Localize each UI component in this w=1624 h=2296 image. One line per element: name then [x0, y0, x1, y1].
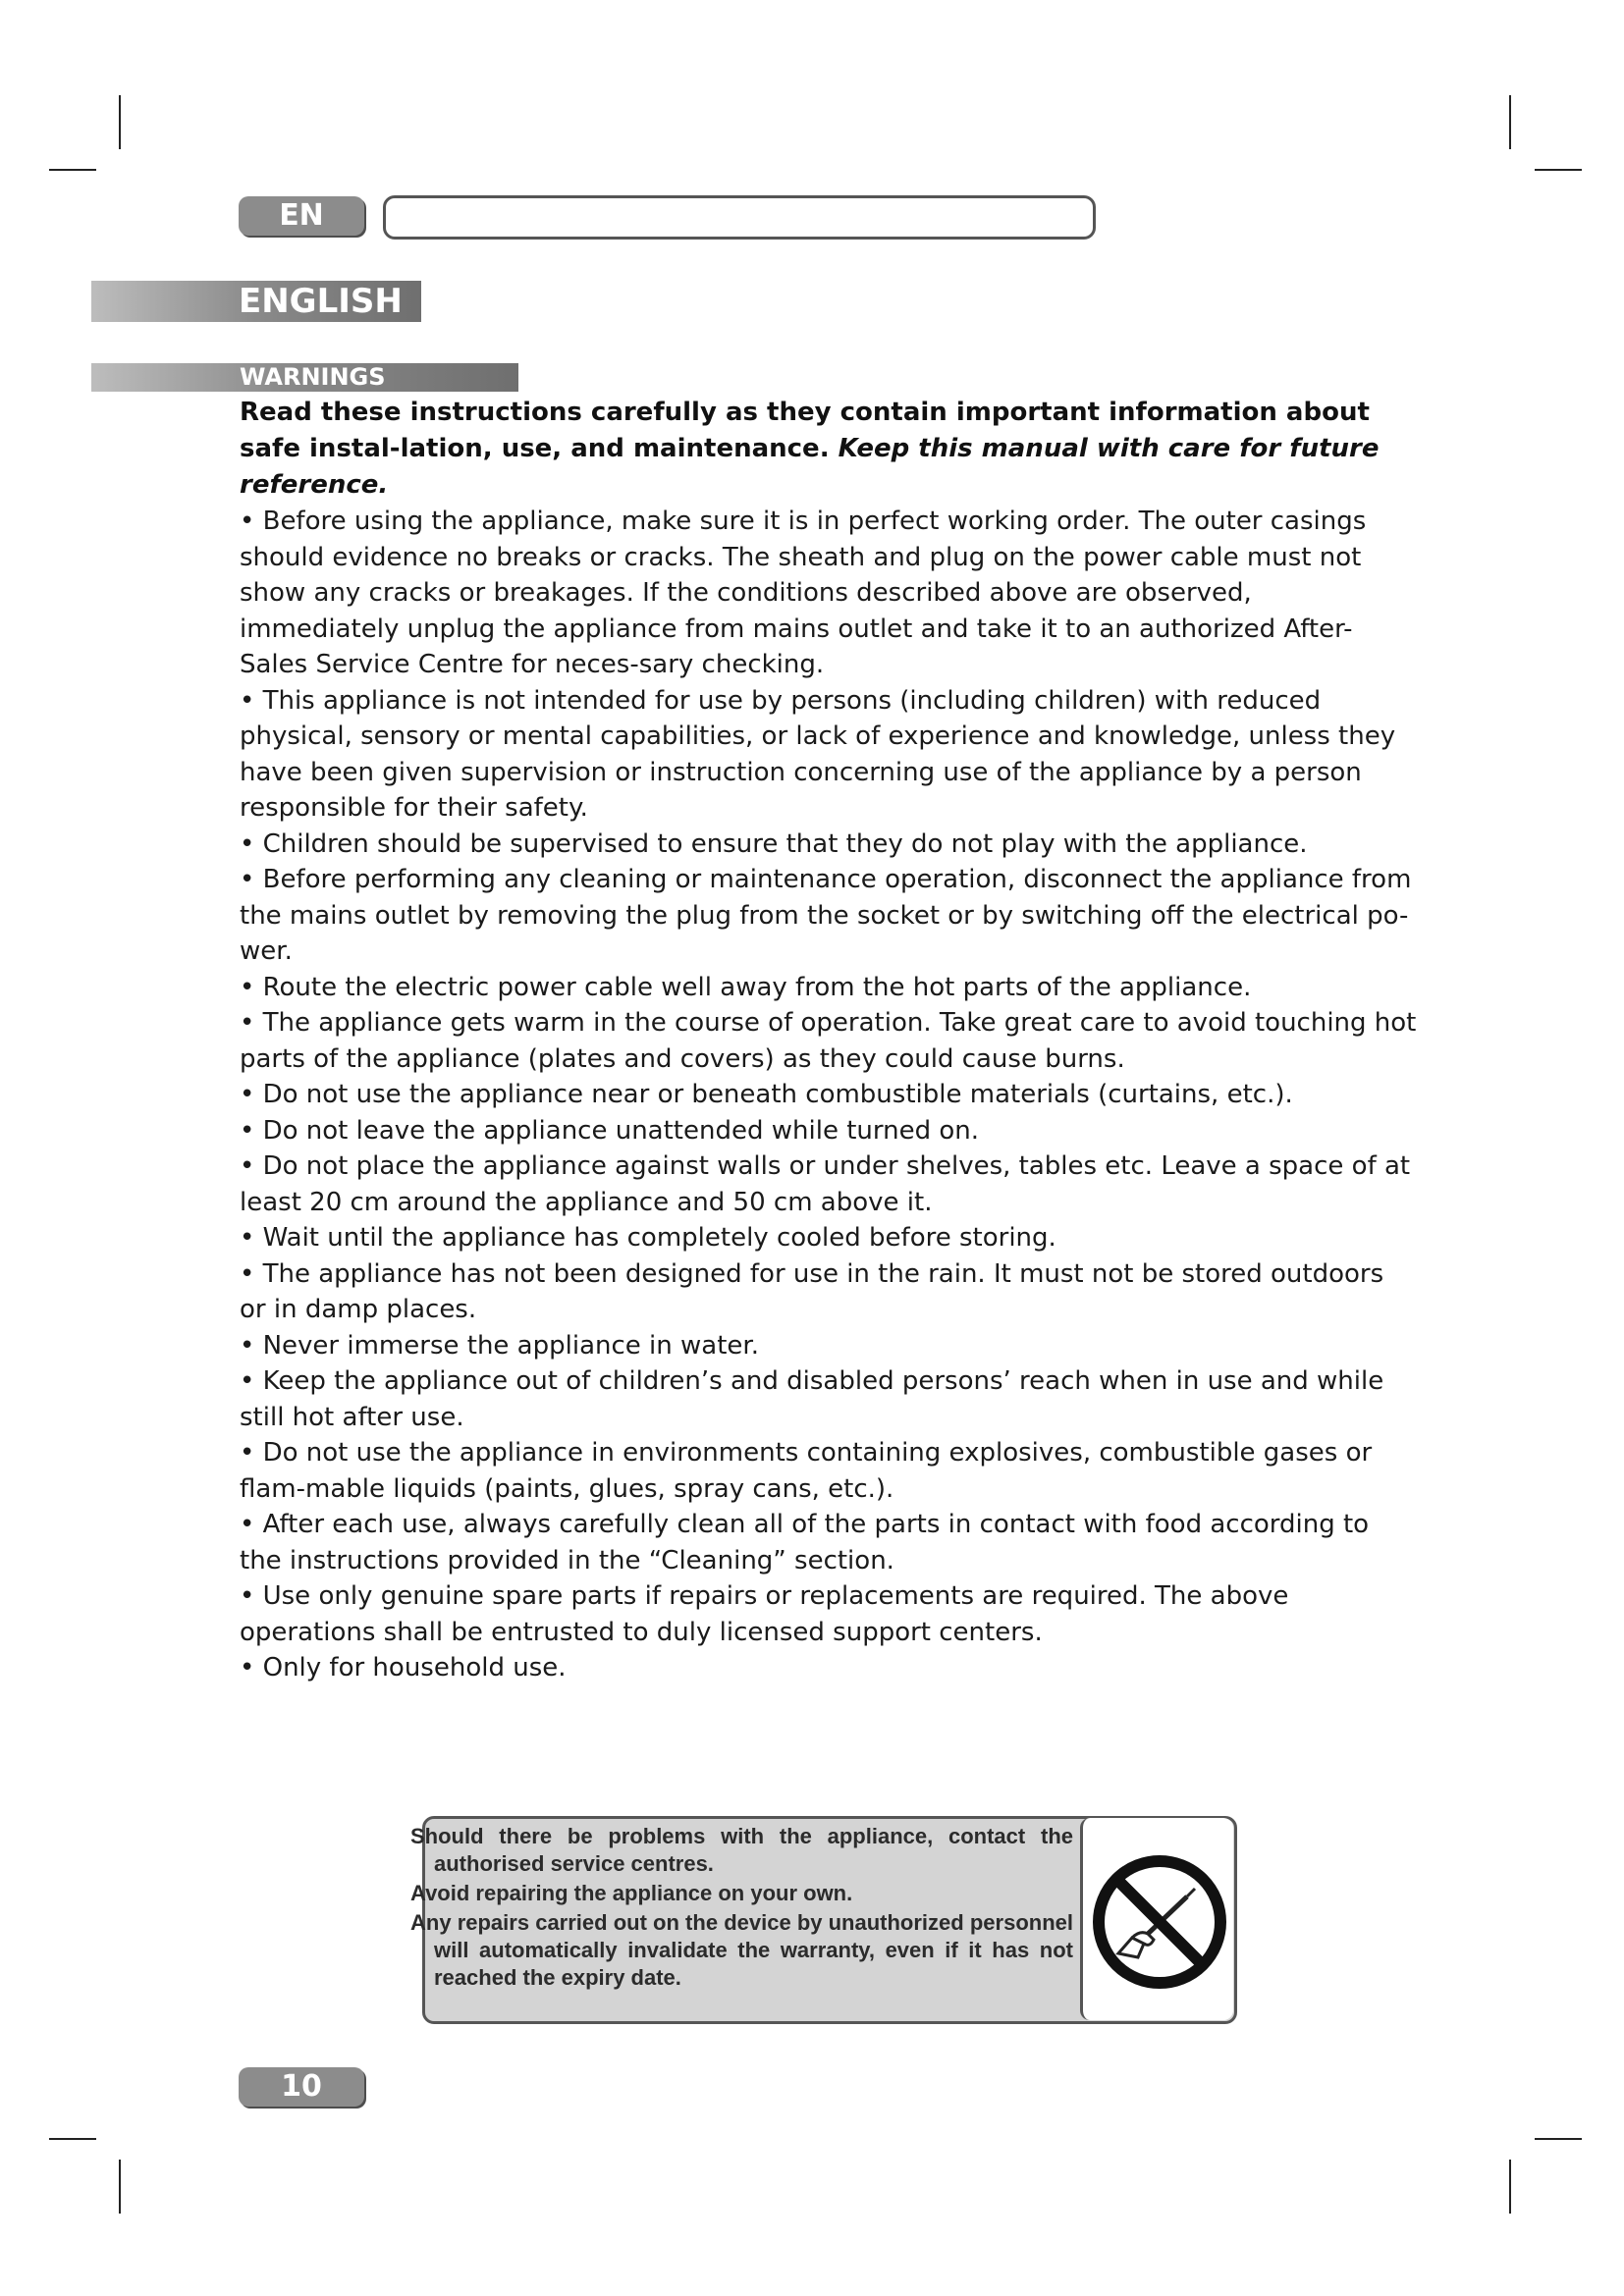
warning-item: • Do not place the appliance against walls or under shelves, tables etc. Leave a space of at least 20 cm around the appliance and 50 cm above it.: [240, 1151, 1411, 1217]
warning-item: • This appliance is not intended for use by persons (including children) with reduced physical, sensory or mental capabilities, or lack of experience and knowledge, unless they have been given supervision or instruction concerning use of the appliance by a person responsible for their safety.: [240, 685, 1396, 823]
warning-item: • Only for household use.: [240, 1653, 567, 1682]
intro-paragraph: [240, 395, 1418, 504]
warning-item: • Do not use the appliance in environments containing explosives, combustible gases or flam-mable liquids (paints, glues, spray cans, etc.).: [240, 1438, 1373, 1504]
crop-mark: [1535, 169, 1582, 171]
language-badge: EN: [239, 196, 364, 236]
warnings-list: [240, 504, 1418, 1686]
warning-item: • Never immerse the appliance in water.: [240, 1330, 759, 1361]
language-header-bar: [383, 195, 1096, 240]
notice-line: Any repairs carried out on the device by unauthorized personnel will automatically invalidate the warranty, even if it has not reached the expiry date.: [410, 1910, 1073, 1990]
intro-italic-text: Keep this manual with care for future reference.: [240, 434, 1380, 500]
language-heading: ENGLISH: [91, 281, 421, 322]
warning-item: • Wait until the appliance has completely cooled before storing.: [240, 1223, 1056, 1253]
section-title: WARNINGS: [91, 363, 518, 392]
warning-item: • Before performing any cleaning or maintenance operation, disconnect the appliance from the mains outlet by removing the plug from the socket or by switching off the electrical po-wer.: [240, 865, 1412, 966]
warning-item: • The appliance gets warm in the course of operation. Take great care to avoid touching hot parts of the appliance (plates and covers) as they could cause burns.: [240, 1008, 1417, 1074]
notice-line: Should there be problems with the appliance, contact the authorised service centres.: [410, 1824, 1073, 1876]
crop-mark: [1509, 95, 1511, 149]
notice-line: Avoid repairing the appliance on your own.: [410, 1881, 853, 1905]
no-repair-prohibition-icon: [1089, 1851, 1230, 1993]
crop-mark: [119, 2160, 121, 2214]
notice-icon-frame: [1080, 1818, 1233, 2020]
warning-item: • Before using the appliance, make sure it is in perfect working order. The outer casings should evidence no breaks or cracks. The sheath and plug on the power cable must not show any cracks or breakages. If the conditions described above are observed, immediately unplug the appliance from mains outlet and take it to an authorized After- Sales Service Centre for neces-sary checking.: [240, 507, 1367, 679]
service-notice-text: [410, 1823, 1073, 1992]
crop-mark: [1535, 2138, 1582, 2140]
warning-item: • Do not leave the appliance unattended while turned on.: [240, 1115, 979, 1146]
crop-mark: [119, 95, 121, 149]
warning-item: • Route the electric power cable well away from the hot parts of the appliance.: [240, 972, 1252, 1002]
warning-item: • Use only genuine spare parts if repairs or replacements are required. The above operations shall be entrusted to duly licensed support centers.: [240, 1581, 1289, 1647]
crop-mark: [1509, 2160, 1511, 2214]
warning-item: • The appliance has not been designed for use in the rain. It must not be stored outdoors or in damp places.: [240, 1258, 1384, 1324]
warning-item: • Children should be supervised to ensure that they do not play with the appliance.: [240, 828, 1308, 859]
crop-mark: [49, 2138, 96, 2140]
warning-item: • After each use, always carefully clean all of the parts in contact with food according to the instructions provided in the “Cleaning” section.: [240, 1510, 1370, 1575]
warning-item: • Do not use the appliance near or beneath combustible materials (curtains, etc.).: [240, 1080, 1293, 1109]
intro-bold-text: Read these instructions carefully as they contain important information about safe instal-lation, use, and maintenance.: [240, 398, 1370, 463]
crop-mark: [49, 169, 96, 171]
page-number: 10: [239, 2067, 364, 2107]
warning-item: • Keep the appliance out of children’s and disabled persons’ reach when in use and while still hot after use.: [240, 1366, 1384, 1432]
